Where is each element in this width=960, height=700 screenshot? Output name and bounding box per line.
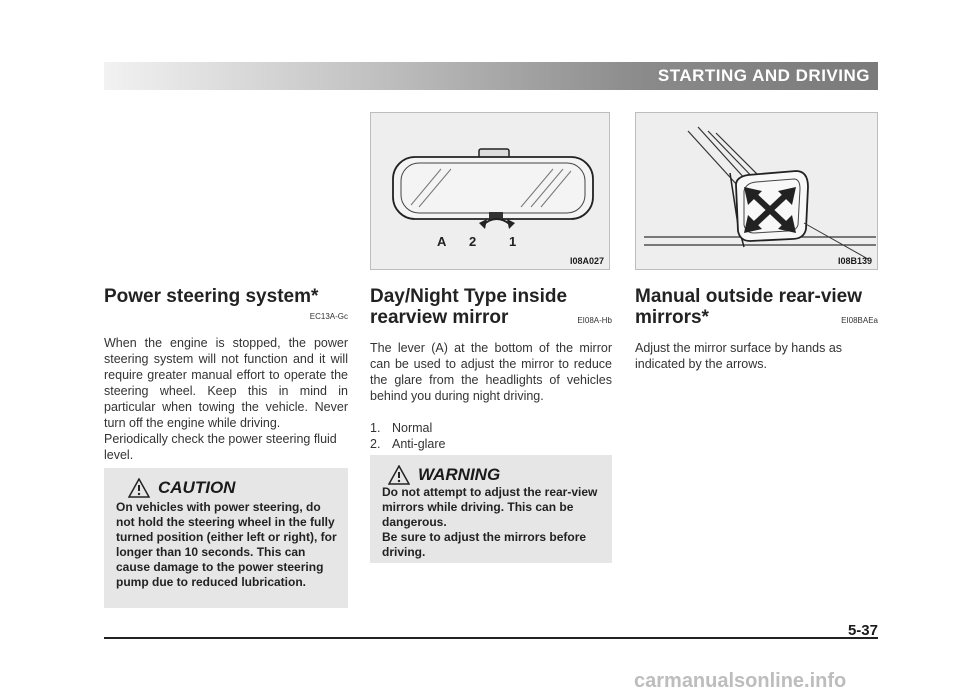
warning-text: Do not attempt to adjust the rear-view mirrors while driving. This can be dangerous. (382, 485, 598, 529)
section-heading-line2: rearview mirror (370, 307, 509, 328)
warning-box (370, 455, 612, 563)
figure-code: I08A027 (569, 256, 604, 266)
caution-text: On vehicles with power steering, do not hold the steering wheel in the fully turned position (either left or right), for longer than 10 seconds. This can cause damage to the power steering pump due to reduced lubrication. (116, 500, 337, 589)
warning-triangle-icon (128, 478, 150, 498)
page-number: 5-37 (847, 622, 878, 639)
body-paragraph: Periodically check the power steering fluid level. (104, 432, 337, 462)
inside-mirror-illustration (371, 113, 611, 271)
caution-title: CAUTION (158, 478, 236, 497)
warning-text: Be sure to adjust the mirrors before driving. (382, 530, 587, 559)
section-header-band (104, 62, 878, 90)
section-heading: Power steering system* (104, 286, 319, 307)
reference-code: EI08A-Hb (577, 316, 612, 325)
caution-box (104, 468, 348, 608)
figure-code: I08B139 (837, 256, 872, 266)
body-paragraph: The lever (A) at the bottom of the mirror can be used to adjust the mirror to reduce the glare from the headlights of vehicles behind you during night driving. (370, 341, 612, 403)
day-night-mirror-section (370, 286, 612, 452)
body-paragraph: When the engine is stopped, the power steering system will not function and it will require greater manual effort to operate the steering wheel. Keep this in mind in particular when towing the vehicle. Never turn off the engine while driving. (104, 336, 348, 430)
position-label-1: 1 (509, 234, 517, 249)
section-title: STARTING AND DRIVING (657, 66, 870, 85)
lever-label-a: A (437, 234, 447, 249)
reference-code: EI08BAEa (841, 316, 878, 325)
section-heading: Manual outside rear-view (635, 286, 863, 307)
reference-code: EC13A-Gc (309, 312, 348, 321)
body-paragraph: Adjust the mirror surface by hands as indicated by the arrows. (635, 341, 843, 371)
inside-mirror-figure (370, 112, 610, 270)
footer-rule (104, 637, 878, 639)
list-item: 1. Normal (370, 421, 433, 435)
position-label-2: 2 (469, 234, 477, 249)
outside-mirror-figure (635, 112, 878, 270)
section-heading-line2: mirrors* (635, 307, 709, 328)
warning-triangle-icon (388, 465, 410, 485)
power-steering-section (104, 286, 348, 463)
list-item: 2. Anti-glare (370, 437, 446, 451)
position-list (370, 420, 612, 452)
watermark: carmanualsonline.info (634, 670, 847, 692)
warning-title: WARNING (418, 465, 501, 484)
outside-mirror-section (635, 286, 878, 372)
section-heading: Day/Night Type inside (370, 286, 568, 307)
outside-mirror-illustration (636, 113, 879, 271)
